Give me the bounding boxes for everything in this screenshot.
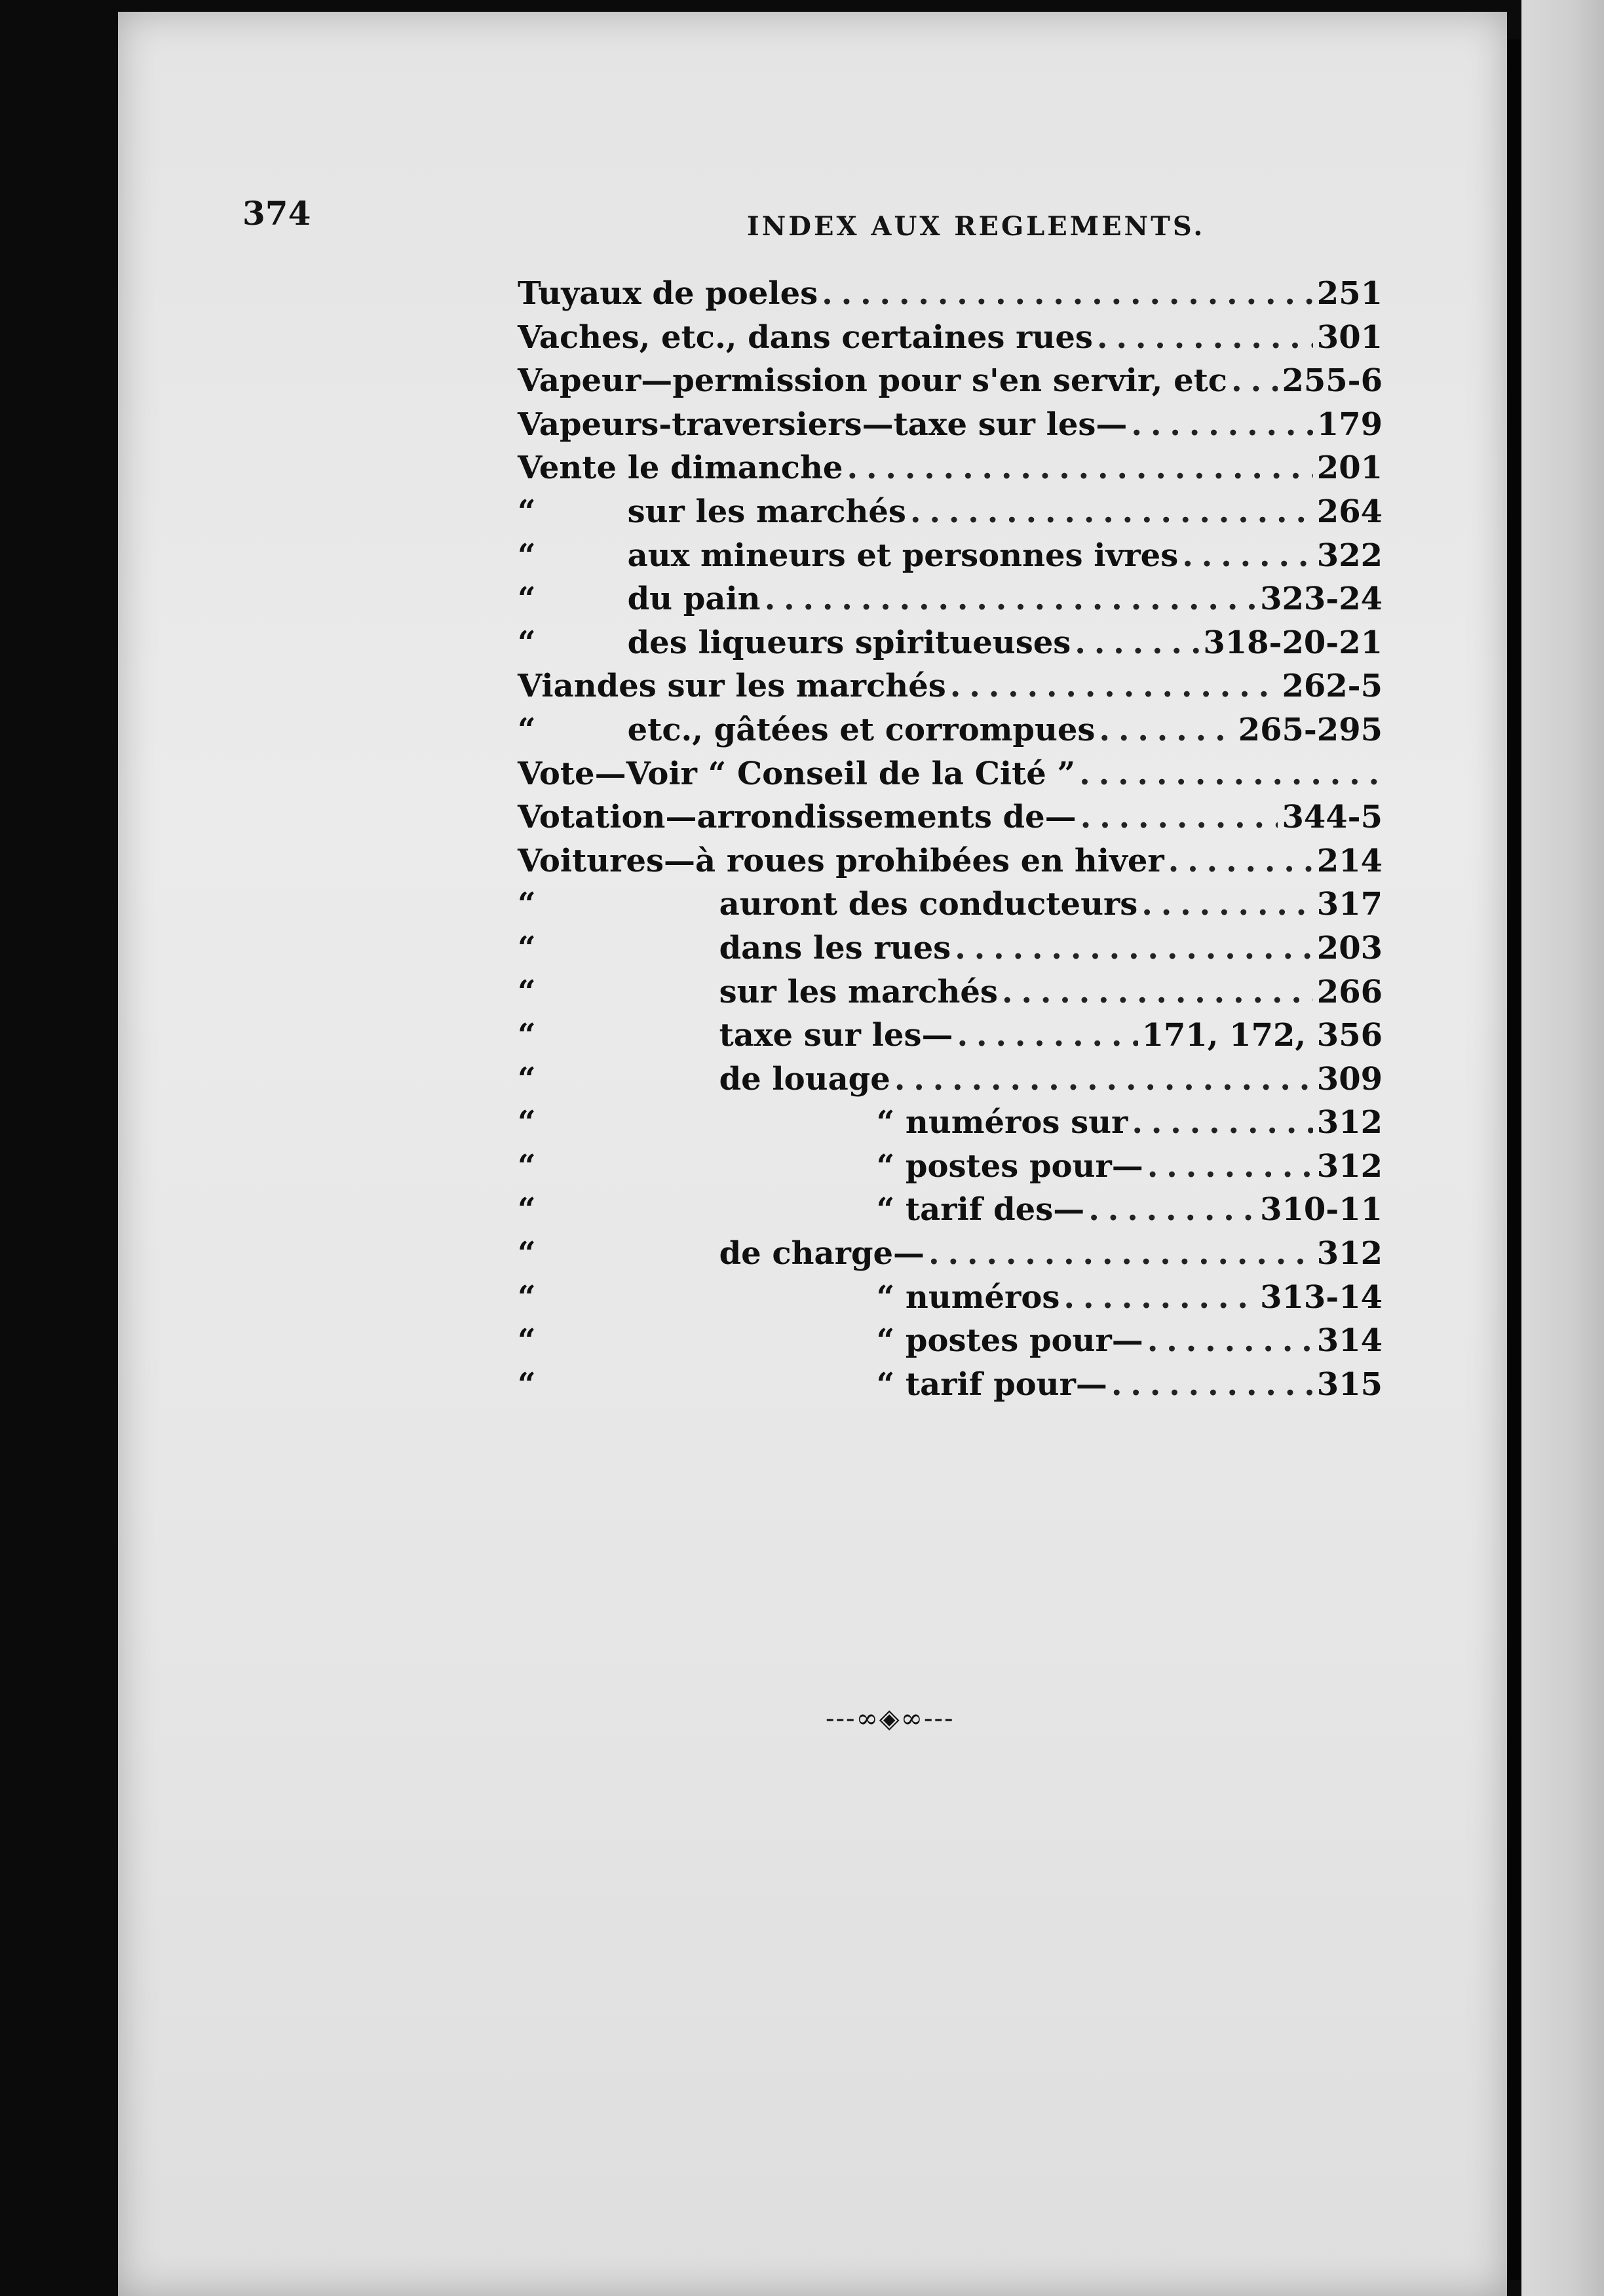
entry-pages: 318-20-21 (1203, 624, 1383, 661)
leader-dots (1147, 1322, 1313, 1359)
entry-pages: 214 (1316, 842, 1383, 879)
entry-pages: 323-24 (1260, 581, 1383, 618)
index-entry (518, 406, 1383, 450)
entry-pages: 201 (1316, 450, 1383, 487)
entry-text: “ numéros sur (876, 1104, 1128, 1141)
entry-text: “ tarif pour— (876, 1366, 1107, 1403)
index-entry (518, 362, 1383, 406)
leader-dots (1088, 1191, 1256, 1228)
ditto-mark: “ (518, 711, 536, 748)
entry-text: Vente le dimanche (518, 450, 843, 487)
index-entry (518, 843, 1383, 887)
entry-text: sur les marchés (627, 493, 906, 530)
entry-text: Vapeurs-traversiers—taxe sur les— (518, 406, 1128, 443)
index-entry (518, 1322, 1383, 1366)
index-entry (518, 1017, 1383, 1061)
index-entry (518, 537, 1383, 581)
leader-dots (957, 1017, 1137, 1054)
entry-text: Viandes sur les marchés (518, 668, 946, 705)
entry-pages: 262-5 (1282, 668, 1383, 705)
ditto-mark: “ (518, 624, 536, 661)
leader-dots (1168, 843, 1313, 879)
entry-pages: 265-295 (1238, 711, 1383, 748)
entry-text: Vaches, etc., dans certaines rues (518, 318, 1093, 356)
entry-text: de louage (719, 1060, 890, 1098)
leader-dots (1080, 799, 1278, 835)
index-entry (518, 493, 1383, 537)
index-entry (518, 1104, 1383, 1148)
index-entry (518, 1148, 1383, 1192)
index-entry (518, 668, 1383, 712)
index-entry (518, 624, 1383, 668)
entry-pages: 310-11 (1260, 1191, 1383, 1229)
entry-text: “ postes pour— (876, 1322, 1143, 1360)
index-entries (518, 275, 1383, 1409)
entry-pages: 312 (1316, 1235, 1383, 1272)
leader-dots (822, 275, 1313, 312)
entry-text: de charge— (719, 1235, 925, 1272)
entry-pages: 264 (1316, 493, 1383, 530)
leader-dots (1002, 974, 1313, 1010)
index-entry (518, 1279, 1383, 1323)
entry-pages: 301 (1316, 318, 1383, 356)
leader-dots (1231, 362, 1278, 399)
index-entry (518, 319, 1383, 363)
entry-text: aux mineurs et personnes ivres (627, 537, 1179, 574)
running-title: INDEX AUX REGLEMENTS. (747, 211, 1206, 242)
leader-dots (955, 930, 1313, 966)
leader-dots (1147, 1148, 1313, 1185)
index-entry (518, 886, 1383, 930)
entry-text: Voitures—à roues prohibées en hiver (518, 842, 1164, 879)
entry-text: etc., gâtées et corrompues (627, 711, 1096, 748)
entry-text: auront des conducteurs (719, 886, 1138, 923)
entry-pages: 255-6 (1282, 362, 1383, 400)
index-entry (518, 974, 1383, 1018)
entry-pages: 312 (1316, 1147, 1383, 1185)
entry-text: du pain (627, 581, 761, 618)
index-entry (518, 581, 1383, 624)
leader-dots (1132, 1104, 1312, 1141)
index-entry (518, 1235, 1383, 1279)
entry-pages: 309 (1316, 1060, 1383, 1098)
entry-pages: 313-14 (1260, 1278, 1383, 1316)
index-entry (518, 799, 1383, 843)
ditto-mark: “ (518, 1278, 536, 1316)
ditto-mark: “ (518, 1104, 536, 1141)
ditto-mark: “ (518, 929, 536, 966)
entry-pages: 315 (1316, 1366, 1383, 1403)
index-entry (518, 756, 1383, 799)
entry-text: des liqueurs spiritueuses (627, 624, 1071, 661)
leader-dots (1131, 406, 1312, 443)
entry-pages: 171, 172, 356 (1141, 1017, 1383, 1054)
index-entry (518, 450, 1383, 493)
ditto-mark: “ (518, 537, 536, 574)
entry-text: sur les marchés (719, 973, 998, 1010)
ditto-mark: “ (518, 581, 536, 618)
leader-dots (1182, 537, 1313, 574)
entry-pages: 344-5 (1282, 799, 1383, 836)
ditto-mark: “ (518, 493, 536, 530)
entry-text: taxe sur les— (719, 1017, 953, 1054)
ditto-mark: “ (518, 1366, 536, 1403)
entry-pages: 322 (1316, 537, 1383, 574)
leader-dots (1097, 319, 1313, 356)
leader-dots (950, 668, 1278, 704)
entry-pages: 312 (1316, 1104, 1383, 1141)
page-gutter-shadow (1507, 39, 1521, 2280)
end-ornament: ---∞◈∞--- (826, 1704, 955, 1734)
entry-text: Tuyaux de poeles (518, 275, 818, 312)
index-entry (518, 1366, 1383, 1410)
leader-dots (894, 1061, 1313, 1098)
leader-dots (910, 493, 1313, 530)
leader-dots (1075, 624, 1199, 661)
entry-text: “ numéros (876, 1278, 1060, 1316)
leader-dots (928, 1235, 1313, 1272)
ditto-mark: “ (518, 973, 536, 1010)
leader-dots (847, 450, 1312, 486)
index-entry (518, 930, 1383, 974)
leader-dots (1111, 1366, 1313, 1403)
entry-pages: 317 (1316, 886, 1383, 923)
ditto-mark: “ (518, 886, 536, 923)
index-entry (518, 1061, 1383, 1105)
ditto-mark: “ (518, 1191, 536, 1229)
entry-text: Vote—Voir “ Conseil de la Cité ” (518, 755, 1076, 792)
entry-text: Votation—arrondissements de— (518, 799, 1077, 836)
entry-text: dans les rues (719, 929, 951, 966)
ditto-mark: “ (518, 1235, 536, 1272)
entry-pages: 314 (1316, 1322, 1383, 1360)
facing-page-edge (1521, 0, 1604, 2296)
leader-dots (1063, 1279, 1256, 1316)
entry-text: Vapeur—permission pour s'en servir, etc (518, 362, 1228, 400)
index-entry (518, 1191, 1383, 1235)
index-entry (518, 275, 1383, 319)
leader-dots (765, 581, 1257, 617)
ditto-mark: “ (518, 1147, 536, 1185)
ditto-mark: “ (518, 1017, 536, 1054)
entry-pages: 251 (1316, 275, 1383, 312)
ditto-mark: “ (518, 1060, 536, 1098)
leader-dots (1079, 756, 1379, 792)
index-entry (518, 712, 1383, 756)
entry-text: “ tarif des— (876, 1191, 1085, 1229)
entry-pages: 266 (1316, 973, 1383, 1010)
page-number: 374 (242, 194, 311, 233)
leader-dots (1141, 886, 1313, 923)
entry-text: “ postes pour— (876, 1147, 1143, 1185)
entry-pages: 203 (1316, 929, 1383, 966)
leader-dots (1099, 712, 1234, 748)
ditto-mark: “ (518, 1322, 536, 1360)
entry-pages: 179 (1316, 406, 1383, 443)
